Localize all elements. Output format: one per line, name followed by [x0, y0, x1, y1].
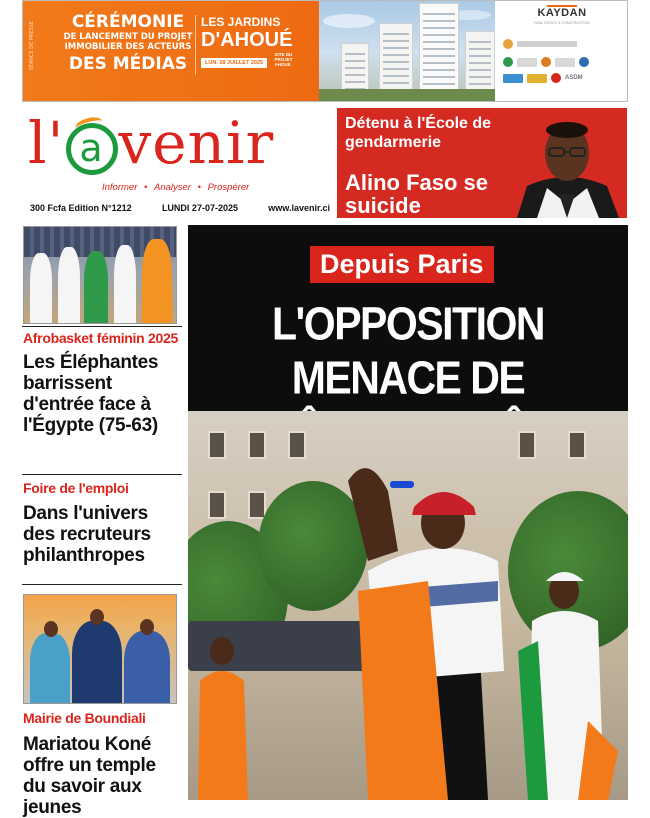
story-kicker: Mairie de Boundiali — [23, 710, 146, 726]
ad-project-line2: D'AHOUÉ — [201, 29, 293, 51]
partner-logo-row — [503, 73, 583, 83]
bystander-figure — [508, 541, 618, 800]
window — [248, 491, 266, 519]
edition-info-bar — [30, 203, 330, 213]
person-figure — [30, 633, 70, 703]
partner-logo — [503, 74, 523, 83]
face — [140, 619, 154, 635]
story-headline[interactable]: Dans l'univers des recruteurs philanthropes — [23, 503, 151, 566]
ad-project-line1: LES JARDINS — [201, 15, 281, 29]
tagline-prosperer: Prospérer — [207, 182, 250, 193]
section-rule — [22, 474, 182, 475]
asdm-logo: ASDM — [565, 75, 583, 81]
story-kicker: Afrobasket féminin 2025 — [23, 330, 178, 346]
partner-logo-row — [503, 57, 589, 67]
person-figure — [124, 631, 170, 703]
newspaper-logo[interactable] — [28, 108, 332, 188]
section-rule — [22, 326, 182, 327]
window — [208, 431, 226, 459]
partner-seal-icon — [541, 57, 551, 67]
ad-building-photo — [319, 1, 495, 102]
ground-greenery — [319, 89, 495, 102]
kaydan-logo: KAYDAN — [537, 7, 587, 19]
ad-project-name — [201, 15, 311, 69]
ad-date-note: SITE DU PROJET AHOUÉ — [274, 52, 293, 68]
main-kicker: Depuis Paris — [310, 246, 494, 283]
story-kicker: Foire de l'emploi — [23, 480, 129, 496]
teaser-subhead: Alino Faso se suicide — [345, 170, 489, 218]
building — [419, 3, 459, 102]
window — [248, 431, 266, 459]
newspaper-tagline — [100, 182, 251, 193]
teaser-headline: Détenu à l'École de gendarmerie — [345, 115, 492, 151]
partner-seal-icon — [551, 73, 561, 83]
partner-logo — [555, 58, 575, 67]
logo-suffix: venir — [118, 109, 275, 177]
story-headline[interactable]: Les Éléphantes barrissent d'entrée face à l'Égypte (75-63) — [23, 352, 159, 436]
left-column — [22, 222, 182, 818]
face — [90, 609, 104, 625]
issue-date: LUNDI 27-07-2025 — [161, 203, 238, 213]
player-figure — [58, 247, 80, 323]
coat-of-arms-icon — [503, 39, 513, 49]
window — [568, 431, 586, 459]
partner-seal-icon — [503, 57, 513, 67]
person-figure — [72, 621, 122, 703]
website-link[interactable]: www.lavenir.ci — [268, 203, 330, 213]
price-edition: 300 Fcfa Edition N°1212 — [30, 203, 132, 213]
section-rule — [22, 584, 182, 585]
mairie-photo[interactable] — [23, 594, 177, 704]
player-figure — [84, 251, 108, 323]
teaser-story[interactable] — [337, 108, 627, 218]
window — [288, 431, 306, 459]
teaser-portrait — [507, 108, 627, 218]
face — [44, 621, 58, 637]
tagline-analyser: Analyser — [153, 182, 191, 193]
ad-orange-panel — [23, 1, 319, 102]
story-headline[interactable]: Mariatou Koné offre un temple du savoir aux jeunes — [23, 734, 156, 818]
ad-title — [63, 13, 193, 74]
ad-sponsor-logos — [495, 1, 628, 102]
partner-logo — [517, 58, 537, 67]
ad-side-text: SÉANCE DE PRESSE — [29, 21, 35, 71]
main-headline-line1: L'OPPOSITION MENACE DE — [272, 298, 544, 404]
player-figure — [142, 239, 172, 323]
newspaper-name — [28, 108, 274, 178]
main-photo[interactable] — [188, 411, 628, 800]
ad-title-line1: CÉRÉMONIE — [71, 12, 185, 32]
logo-prefix: l' — [28, 109, 65, 177]
partner-logo — [527, 74, 547, 83]
player-figure — [114, 245, 136, 323]
bystander-figure — [188, 621, 268, 800]
logo-at-icon: a — [66, 123, 118, 175]
tagline-informer: Informer — [102, 182, 138, 193]
basketball-photo[interactable] — [23, 226, 177, 324]
ad-date-badge: LUN. 28 JUILLET 2025 — [201, 58, 267, 68]
ad-title-line2: DE LANCEMENT DU PROJET IMMOBILIER DES ACTEURS — [63, 32, 193, 52]
partner-logo-row — [503, 39, 577, 49]
player-figure — [30, 253, 52, 323]
ministry-logo — [517, 41, 577, 47]
window — [208, 491, 226, 519]
tagline-separator: • — [197, 182, 201, 193]
ad-divider — [195, 15, 196, 75]
kaydan-tagline: REAL ESTATE & CONSTRUCTION — [534, 21, 590, 25]
partner-seal-icon — [579, 57, 589, 67]
main-story[interactable] — [188, 225, 628, 800]
ad-title-line3: DES MÉDIAS — [68, 54, 188, 74]
top-advertisement[interactable] — [22, 0, 628, 102]
tagline-separator: • — [144, 182, 148, 193]
